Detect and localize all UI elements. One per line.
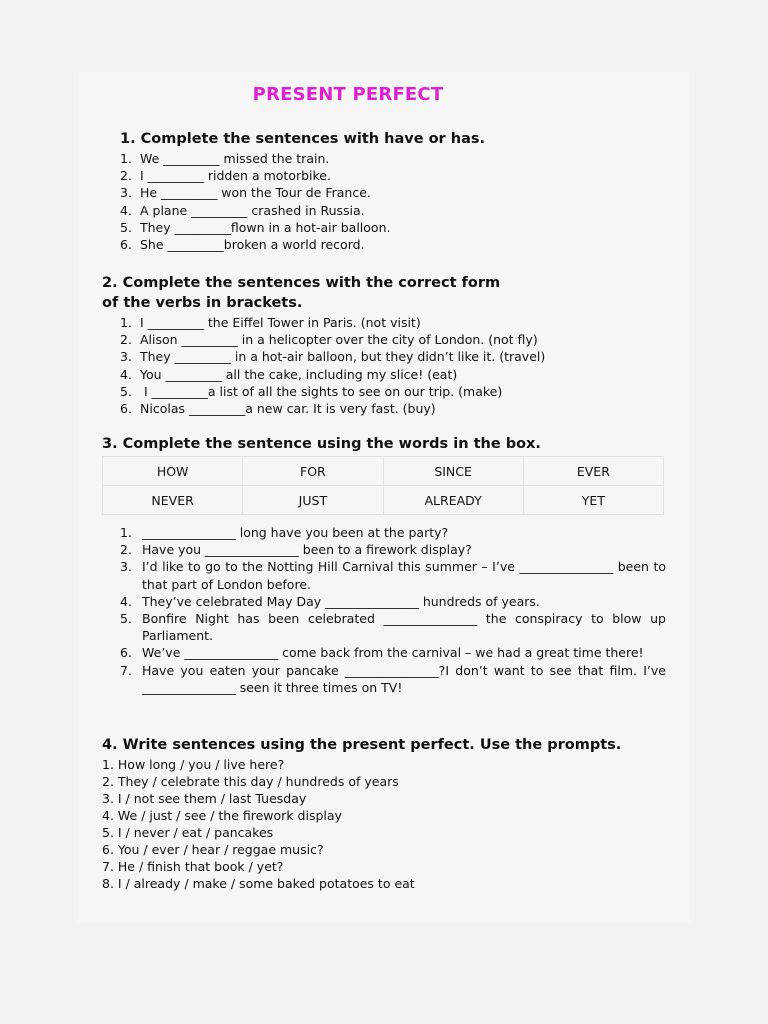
list-item: 3. I’d like to go to the Notting Hill Carnival this summer – I’ve _______________ been to that part of London before.	[120, 559, 666, 592]
word-box-row	[103, 457, 664, 486]
section3-list	[120, 524, 666, 696]
list-item: 3. He _________ won the Tour de France.	[120, 185, 371, 201]
list-item: 2. I _________ ridden a motorbike.	[120, 168, 331, 184]
word-box	[102, 456, 664, 515]
list-item: 4. We / just / see / the firework display	[102, 808, 342, 823]
list-item: 5. They _________flown in a hot-air balloon.	[120, 219, 391, 235]
list-item: 8. I / already / make / some baked potatoes to eat	[102, 876, 415, 891]
list-item: 1. _______________ long have you been at the party?	[120, 525, 449, 540]
word-box-cell: SINCE	[383, 457, 523, 486]
list-item: 7. Have you eaten your pancake _______________?I don’t want to see that film. I’ve _______________ seen it three times on TV!	[120, 662, 666, 695]
list-item: 1. I _________ the Eiffel Tower in Paris. (not visit)	[120, 315, 421, 330]
word-box-cell: FOR	[243, 457, 383, 486]
section2-heading-line1: 2. Complete the sentences with the correct form	[102, 275, 501, 291]
word-box-cell: EVER	[523, 457, 663, 486]
list-item: 4. A plane _________ crashed in Russia.	[120, 202, 365, 218]
list-item: 6. We’ve _______________ come back from the carnival – we had a great time there!	[120, 645, 644, 661]
list-item: 1. How long / you / live here?	[102, 757, 285, 772]
list-item: 2. Have you _______________ been to a firework display?	[120, 542, 472, 558]
list-item: 5. Bonfire Night has been celebrated _______________ the conspiracy to blow up Parliament.	[120, 611, 666, 644]
section3-heading: 3. Complete the sentence using the words in the box.	[102, 436, 541, 452]
list-item: 2. They / celebrate this day / hundreds of years	[102, 774, 399, 789]
list-item: 5. I _________a list of all the sights to see on our trip. (make)	[120, 383, 503, 399]
list-item: 6. Nicolas _________a new car. It is very fast. (buy)	[120, 401, 436, 417]
word-box-row	[103, 486, 664, 515]
list-item: 6. She _________broken a world record.	[120, 237, 365, 253]
word-box-cell: ALREADY	[383, 486, 523, 515]
word-box-cell: HOW	[103, 457, 243, 486]
list-item: 4. You _________ all the cake, including my slice! (eat)	[120, 366, 458, 382]
word-box-cell: YET	[523, 486, 663, 515]
word-box-cell: NEVER	[103, 486, 243, 515]
list-item: 2. Alison _________ in a helicopter over the city of London. (not fly)	[120, 332, 538, 348]
section1-list	[120, 150, 390, 253]
section1-heading: 1. Complete the sentences with have or has.	[120, 131, 485, 147]
list-item: 3. I / not see them / last Tuesday	[102, 791, 307, 806]
list-item: 4. They’ve celebrated May Day _______________ hundreds of years.	[120, 593, 540, 609]
section2-heading-line2: of the verbs in brackets.	[102, 295, 303, 311]
page-title: PRESENT PERFECT	[252, 84, 444, 105]
word-box-cell: JUST	[243, 486, 383, 515]
section4-list	[102, 756, 415, 892]
section4-heading: 4. Write sentences using the present perfect. Use the prompts.	[102, 737, 622, 753]
list-item: 6. You / ever / hear / reggae music?	[102, 842, 324, 857]
section2-list	[120, 314, 545, 417]
list-item: 1. We _________ missed the train.	[120, 151, 330, 166]
list-item: 3. They _________ in a hot-air balloon, but they didn’t like it. (travel)	[120, 349, 546, 365]
list-item: 5. I / never / eat / pancakes	[102, 825, 274, 840]
list-item: 7. He / finish that book / yet?	[102, 859, 284, 874]
